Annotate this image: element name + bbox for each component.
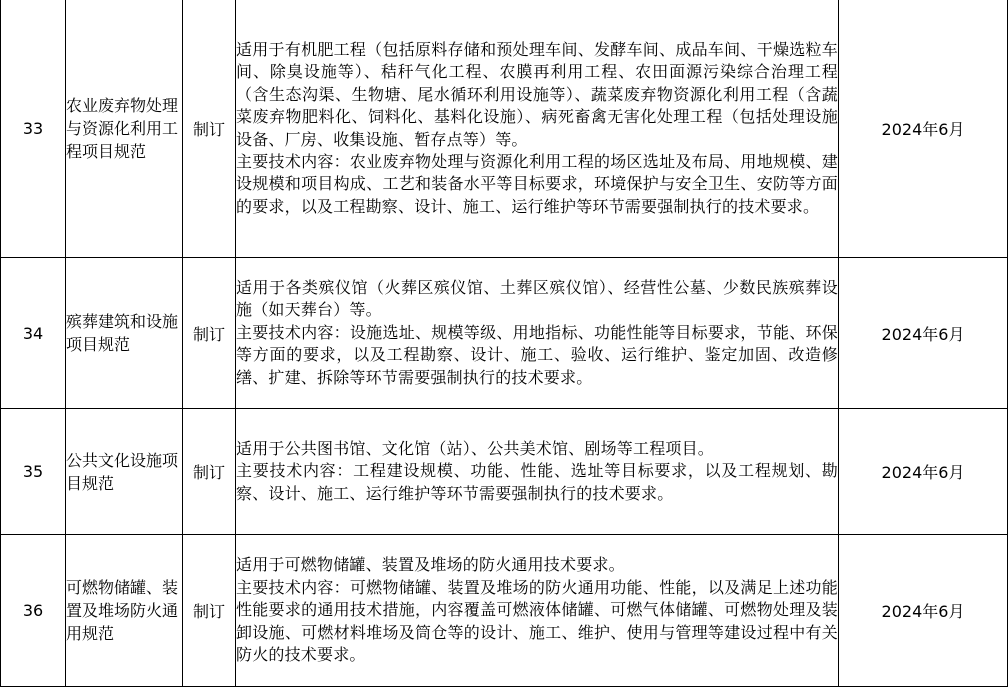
table-row	[1, 535, 1008, 687]
standard-name: 公共文化设施项目规范	[66, 409, 183, 535]
row-number: 35	[1, 409, 66, 535]
work-type: 制订	[183, 258, 236, 409]
description-cell	[236, 0, 839, 258]
standard-name: 农业废弃物处理与资源化利用工程项目规范	[66, 0, 183, 258]
table-row	[1, 0, 1008, 258]
completion-date: 2024年6月	[839, 258, 1008, 409]
table-row	[1, 409, 1008, 535]
scope-text: 适用于可燃物储罐、装置及堆场的防火通用技术要求。	[236, 555, 625, 575]
work-type: 制订	[183, 0, 236, 258]
description-cell	[236, 258, 839, 409]
scope-text: 适用于各类殡仪馆（火葬区殡仪馆、土葬区殡仪馆）、经营性公墓、少数民族殡葬设施（如天葬台）等。	[236, 277, 838, 320]
work-type: 制订	[183, 409, 236, 535]
work-type: 制订	[183, 535, 236, 687]
main-content-text: 主要技术内容：工程建设规模、功能、性能、选址等目标要求，以及工程规划、勘察、设计、施工、运行维护等环节需要强制执行的技术要求。	[236, 461, 838, 503]
scope-text: 适用于公共图书馆、文化馆（站）、公共美术馆、剧场等工程项目。	[236, 438, 715, 458]
standard-name: 可燃物储罐、装置及堆场防火通用规范	[66, 535, 183, 687]
completion-date: 2024年6月	[839, 535, 1008, 687]
standard-name: 殡葬建筑和设施项目规范	[66, 258, 183, 409]
main-content-text: 主要技术内容：设施选址、规模等级、用地指标、功能性能等目标要求，节能、环保等方面的要求，以及工程勘察、设计、施工、验收、运行维护、鉴定加固、改造修缮、扩建、拆除等环节需要强制执行的技术要求。	[236, 322, 838, 387]
row-number: 36	[1, 535, 66, 687]
completion-date: 2024年6月	[839, 409, 1008, 535]
row-number: 33	[1, 0, 66, 258]
description-cell	[236, 409, 839, 535]
description-cell	[236, 535, 839, 687]
row-number: 34	[1, 258, 66, 409]
main-content-text: 主要技术内容：可燃物储罐、装置及堆场的防火通用功能、性能，以及满足上述功能性能要求的通用技术措施，内容覆盖可燃液体储罐、可燃气体储罐、可燃物处理及装卸设施、可燃材料堆场及筒仓等的设计、施工、维护、使用与管理等建设过程中有关防火的技术要求。	[236, 577, 838, 665]
main-content-text: 主要技术内容：农业废弃物处理与资源化利用工程的场区选址及布局、用地规模、建设规模和项目构成、工艺和装备水平等目标要求，环境保护与安全卫生、安防等方面的要求，以及工程勘察、设计、施工、运行维护等环节需要强制执行的技术要求。	[236, 151, 838, 216]
table-row	[1, 258, 1008, 409]
scope-text: 适用于有机肥工程（包括原料存储和预处理车间、发酵车间、成品车间、干燥选粒车间、除臭设施等）、秸秆气化工程、农膜再利用工程、农田面源污染综合治理工程（含生态沟渠、生物塘、尾水循环利用设施等）、蔬菜废弃物资源化利用工程（含蔬菜废弃物肥料化、饲料化、基料化设施）、病死畜禽无害化处理工程（包括处理设施设备、厂房、收集设施、暂存点等）等。	[236, 39, 838, 149]
completion-date: 2024年6月	[839, 0, 1008, 258]
